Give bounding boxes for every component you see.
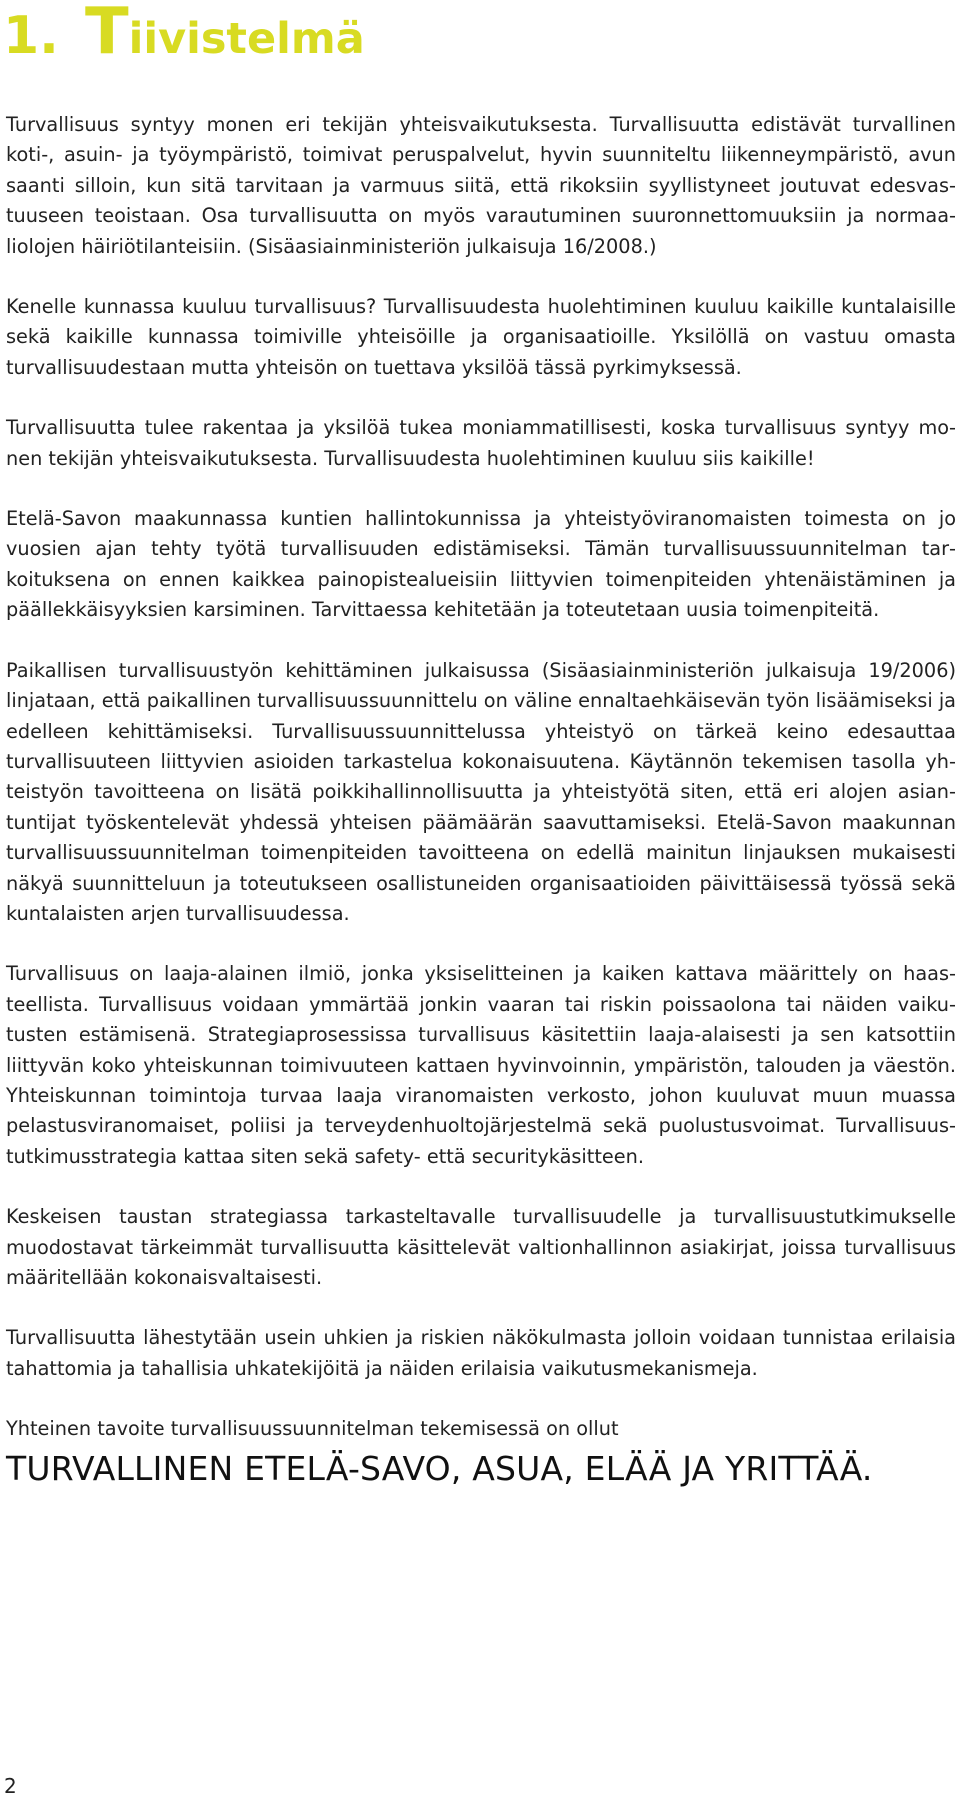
paragraph: Paikallisen turvallisuustyön kehittäminen julkaisussa (Sisäasiainministeriön julkaisuja 19/2006) linjataan, että paikallinen turvallisuussuunnittelu on väline ennaltaehkäisevän työn lisäämiseksi ja edelleen kehittämiseksi. Turvallisuussuunnittelussa yhteistyö on tärkeä keino edesauttaa turvallisuuteen liittyvien asioiden tarkastelua kokonaisuutena. Käytännön tekemisen tasolla yhteistyön tavoitteena on lisätä poikkihallinnollisuutta ja yhteistyötä siten, että eri alojen asiantuntijat työskentelevät yhdessä yhteisen päämäärän saavuttamiseksi. Etelä-Savon maakunnan turvallisuussuunnitelman toimenpiteiden tavoitteena on edellä mainitun linjauksen mukaisesti näkyä suunnitteluun ja toteutukseen osallistuneiden organisaatioiden päivittäisessä työssä sekä kuntalaisten arjen turvallisuudessa. bbox=[6, 658, 956, 925]
section-number: 1. bbox=[3, 6, 59, 66]
section-heading bbox=[3, 0, 365, 69]
heading-initial-letter: T bbox=[84, 0, 129, 69]
paragraph: Keskeisen taustan strategiassa tarkasteltavalle turvallisuudelle ja turvallisuustutkimukselle muodostavat tärkeimmät turvallisuutta käsittelevät valtionhallinnon asiakirjat, joissa turvallisuus määritellään kokonaisvaltaisesti. bbox=[6, 1205, 956, 1289]
paragraph: Turvallisuus on laaja-alainen ilmiö, jonka yksiselitteinen ja kaiken kattava määrittely on haasteellista. Turvallisuus voidaan ymmärtää jonkin vaaran tai riskin poissaolona tai näiden vaikutusten estämisenä. Strategiaprosessissa turvallisuus käsitettiin laaja-alaisesti ja sen katsottiin liittyvän koko yhteiskunnan toimivuuteen kattaen hyvinvoinnin, ympäristön, talouden ja väestön. Yhteiskunnan toimintoja turvaa laaja viranomaisten verkosto, johon kuuluvat muun muassa pelastusviranomaiset, poliisi ja terveydenhuoltojärjestelmä sekä puolustusvoimat. Turvallisuustutkimusstrategia kattaa siten sekä safety- että securitykäsitteen. bbox=[6, 962, 956, 1168]
paragraph: Turvallisuutta tulee rakentaa ja yksilöä tukea moniammatillisesti, koska turvallisuus syntyy monen tekijän yhteisvaikutuksesta. Turvallisuudesta huolehtiminen kuuluu siis kaikille! bbox=[6, 416, 956, 470]
body-text bbox=[6, 110, 956, 1489]
paragraph: Turvallisuutta lähestytään usein uhkien ja riskien näkökulmasta jolloin voidaan tunnistaa erilaisia tahattomia ja tahallisia uhkatekijöitä ja näiden erilaisia vaikutusmekanismeja. bbox=[6, 1326, 956, 1380]
slogan: TURVALLINEN ETELÄ-SAVO, ASUA, ELÄÄ JA YRITTÄÄ. bbox=[6, 1448, 873, 1488]
heading-title-rest: iivistelmä bbox=[128, 14, 365, 64]
closing-intro: Yhteinen tavoite turvallisuussuunnitelman tekemisessä on ollut bbox=[6, 1417, 619, 1441]
paragraph: Turvallisuus syntyy monen eri tekijän yhteisvaikutuksesta. Turvallisuutta edistävät turvallinen koti-, asuin- ja työympäristö, toimivat peruspalvelut, hyvin suunniteltu liikenneympäristö, avun saanti silloin, kun sitä tarvitaan ja varmuus siitä, että rikoksiin syyllistyneet joutuvat edesvastuuseen teoistaan. Osa turvallisuutta on myös varautuminen suuronnettomuuksiin ja normaaliolojen häiriötilanteisiin. (Sisäasiainministeriön julkaisuja 16/2008.) bbox=[6, 113, 956, 258]
paragraph: Kenelle kunnassa kuuluu turvallisuus? Turvallisuudesta huolehtiminen kuuluu kaikille kuntalaisille sekä kaikille kunnassa toimiville yhteisöille ja organisaatioille. Yksilöllä on vastuu omasta turvallisuudestaan mutta yhteisön on tuettava yksilöä tässä pyrkimyksessä. bbox=[6, 295, 956, 379]
page-number: 2 bbox=[4, 1774, 17, 1798]
paragraph: Etelä-Savon maakunnassa kuntien hallintokunnissa ja yhteistyöviranomaisten toimesta on jo vuosien ajan tehty työtä turvallisuuden edistämiseksi. Tämän turvallisuussuunnitelman tarkoituksena on ennen kaikkea painopistealueisiin liittyvien toimenpiteiden yhtenäistäminen ja päällekkäisyyksien karsiminen. Tarvittaessa kehitetään ja toteutetaan uusia toimenpiteitä. bbox=[6, 507, 956, 622]
